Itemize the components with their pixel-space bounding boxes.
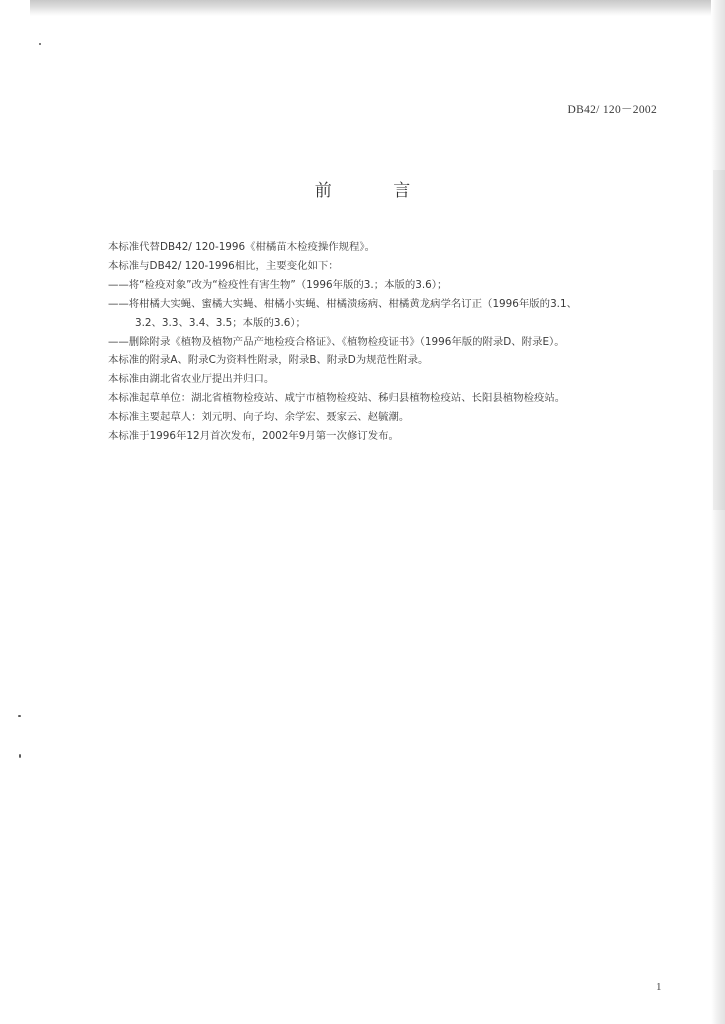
paragraph-supersedes: 本标准代替DB42/ 120-1996《柑橘苗木检疫操作规程》。	[108, 241, 376, 253]
paragraph-drafters: 本标准主要起草人：刘元明、向子均、余学宏、聂家云、赵毓潮。	[108, 411, 410, 424]
paragraph-publication: 本标准于1996年12月首次发布，2002年9月第一次修订发布。	[108, 430, 399, 443]
document-code: DB42/ 120－2002	[567, 104, 657, 116]
paragraph-drafting-units: 本标准起草单位：湖北省植物检疫站、咸宁市植物检疫站、秭归县植物检疫站、长阳县植物检疫站。	[108, 392, 566, 405]
change-item-continuation: 3.2、3.3、3.4、3.5；本版的3.6）；	[135, 316, 306, 329]
paragraph-appendix: 本标准的附录A、附录C为资料性附录，附录B、附录D为规范性附录。	[108, 354, 429, 367]
paragraph-changes-intro: 本标准与DB42/ 120-1996相比，主要变化如下：	[108, 259, 339, 272]
scan-top-edge	[30, 0, 725, 16]
change-item: ——将“检疫对象”改为“检疫性有害生物”（1996年版的3.；本版的3.6）；	[108, 278, 448, 291]
foreword-body	[108, 238, 668, 446]
page-title: 前 言	[314, 181, 439, 201]
scan-right-edge	[711, 0, 725, 1024]
page-number: 1	[656, 981, 662, 993]
scan-speck	[19, 754, 21, 758]
paragraph-proposer: 本标准由湖北省农业厅提出并归口。	[108, 373, 275, 386]
change-item: ——删除附录《植物及植物产品产地检疫合格证》、《植物检疫证书》（1996年版的附录D、附录E）。	[108, 335, 565, 348]
change-item: ——将柑橘大实蝇、蜜橘大实蝇、柑橘小实蝇、柑橘溃疡病、柑橘黄龙病学名订正（1996年版的3.1、	[108, 297, 577, 310]
scan-right-shadow	[713, 170, 725, 510]
scan-speck	[18, 715, 21, 717]
scan-speck	[39, 43, 41, 45]
